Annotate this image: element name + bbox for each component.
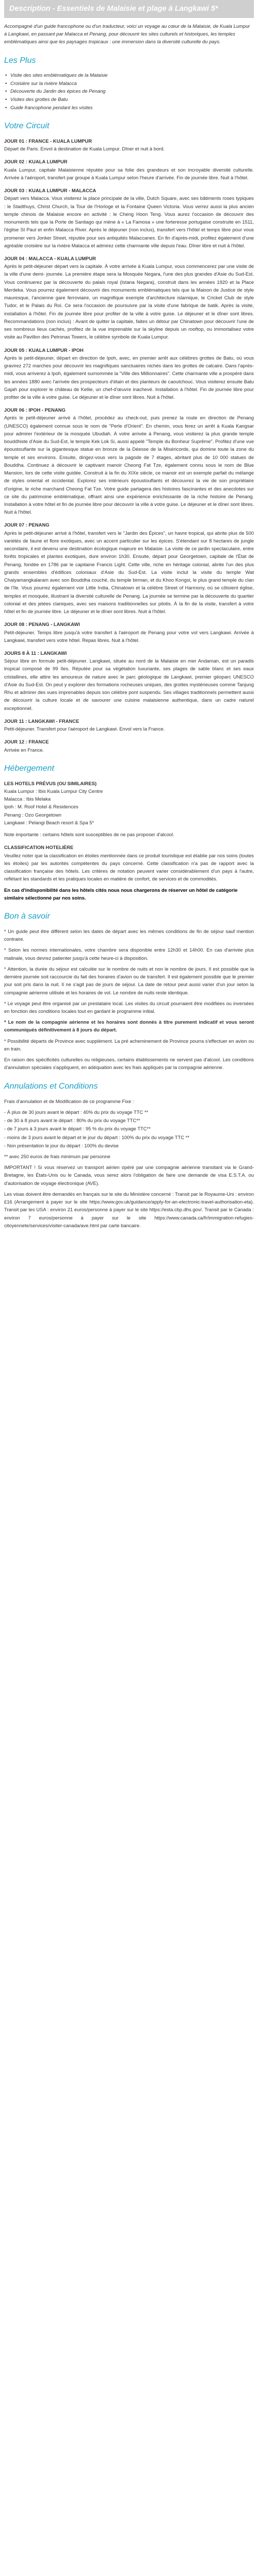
day-title: JOURS 8 À 11 : LANGKAWI: [4, 650, 67, 656]
day-body: Après le petit-déjeuner arrivé à l'hôtel, transfert vers le "Jardin des Épices", un havre tropical, qui abrite plus de 500 variétés de faune et flore exotiques, avec un accent particulier sur les épices. S'étendant sur 8 hectares de jungle secondaire, il est devenu une destination écologique majeure en Malaisie. La visite de ce jardin spectaculaire, entre forêts tropicales et plantes exotiques, dure environ 1h30. Ensuite, départ pour Georgetown, capitale de l'État de Penang, fondée en 1786 par le capitaine Francis Light. Cette ville, riche en héritage colonial, abrite l'un des plus grands ensembles d'édifices coloniaux d'Asie du Sud-Est. La visite inclut la visite du temple Wat Chaiyamangkalaram avec son Bouddha couché, du temple birman, et du Khoo Kongsi, le plus grand temple du clan de l'île. Vous pourrez également voir Little India, Chinatown et la célèbre Street of Harmony, où se côtoient église, temples et mosquée, illustrant la diversité culturelle de Penang. La journée se termine par la découverte du quartier colonial et des jetées claniques, avec ses maisons traditionnelles sur pilotis. À la fin de la visite, transfert à votre hôtel et fin de journée libre. Le déjeuner et le dîner sont libres. Nuit à l'hôtel.: [4, 530, 254, 615]
cancel-list: [4, 1108, 254, 1149]
day-title: JOUR 06 : IPOH - PENANG: [4, 407, 66, 413]
list-item: * Possibilité départs de Province avec supplément. La pré acheminement de Province pourra s'effectuer en avion ou en train.: [4, 1038, 254, 1052]
annulation-section: [4, 1097, 254, 1230]
circuit-days: [4, 137, 254, 754]
day-title: JOUR 11 : LANGKAWI - FRANCE: [4, 718, 79, 724]
hotel-item: Ipoh : M. Roof Hotel & Residences: [4, 804, 78, 810]
bonsavoir-heading: Bon à savoir: [4, 912, 50, 921]
hotel-note: Note importante : certains hôtels sont susceptibles de ne pas proposer d'alcool.: [4, 832, 174, 838]
day-body: Kuala Lumpur, capitale Malaisienne réputée pour sa folie des grandeurs et son incroyable diversité culturelle. Arrivée à l'aéroport, transfert par groupe à Kuala Lumpur selon l'heure d'arrivée. Fin de journée libre. Nuit à l'hôtel.: [4, 166, 254, 180]
day-body: Après le petit-déjeuner départ vers la capitale. À votre arrivée à Kuala Lumpur, vous commencerez par une visite de la ville d'une demi- journée. La première étape sera la Mosquée Negara, l'une des plus grandes d'Asie du Sud-Est. Vous continuerez par la découverte du palais royal (Istana Negara), construit dans les années 1920 et la Place Merdeka. Vous pourrez également découvrir des monuments emblématiques tels que la Maison de Justice de style mauresque, l'ancienne gare ferroviaire, un magnifique exemple d'architecture islamique, le Cricket Club de style Tudor, et le Palais du Roi. Ce sera l'occasion de poursuivre par la visite d'une fabrique de batik. Après la visite, installation à l'hôtel. Fin de journée libre pour profiter de la ville à votre guise. Le déjeuner et le dîner sont libres. Recommandations (non inclus) : Avant de quitter la capitale, faites un détour par Chinatown pour découvrir l'une de ses nombreux lieux cachés, profitez de la vue imprenable sur la skyline depuis un rooftop, ou immortalisez votre visite au Pavillon des Petronas Towers, le célèbre symbole de Kuala Lumpur.: [4, 263, 254, 340]
day-block: [4, 255, 254, 341]
day-block: [4, 717, 254, 733]
classification-body: Veuillez noter que la classification en étoiles mentionnée dans ce produit touristique est établie par nos soins (toutes les étoiles) par les autorités compétentes du pays concerné. Cette classification n'a pas de rapport avec la classification française des hôtels. Les critères de notation peuvent varier considérablement d'un pays à l'autre, reflétant les standards et les pratiques locales en matière de confort, de services et de commodités.: [4, 852, 254, 882]
day-block: [4, 738, 254, 753]
day-title: JOUR 02 : KUALA LUMPUR: [4, 159, 68, 165]
plus-list: [4, 71, 254, 111]
day-body: Petit-déjeuner. Temps libre jusqu'à votre transfert à l'aéroport de Penang pour votre vol vers Langkawi. Arrivée à Langkawi, transfert vers votre hôtel. Repas libres. Nuit à l'hôtel.: [4, 629, 254, 643]
day-body: Petit-déjeuner. Transfert pour l'aéroport de Langkawi. Envol vers la France.: [4, 726, 165, 732]
annulation-heading: Annulations et Conditions: [4, 1081, 98, 1091]
list-item: • Visite des sites emblématiques de la Malaisie: [4, 71, 254, 79]
classification-notice: En cas d'indisponibilité dans les hôtels cités nous nous chargerons de réserver un hôtel de catégorie similaire sélectionné par nos soins.: [4, 887, 238, 901]
list-item: * Le voyage peut être organisé par un prestataire local. Les visites du circuit pourraient être modifiées ou inversées en fonction des conditions locales tout en gardant le programme initial.: [4, 1000, 254, 1014]
content: [0, 18, 258, 1229]
cancel-line: - de 7 jours à 3 jours avant le départ : 95 % du prix du voyage TTC**: [4, 1126, 151, 1132]
hotel-item: Malacca : Ibis Melaka: [4, 796, 51, 802]
day-block: [4, 406, 254, 516]
title-banner: [4, 0, 254, 18]
day-block: [4, 346, 254, 401]
annulation-intro: Frais d'annulation et de Modification de ce programme Fixe :: [4, 1098, 134, 1104]
hotel-item: Penang : Ozo Georgetown: [4, 811, 62, 818]
day-body: Séjour libre en formule petit-déjeuner. Langkawi, située au nord de la Malaisie en mer Andaman, est un paradis tropical composé de 99 îles. Réputée pour sa végétation luxuriante, ses plages de sable blanc et ses eaux cristallines, elle attire les amoureux de nature avec le parc géologique de Langkawi, premier géoparc UNESCO d'Asie du Sud-Est. On peut y explorer des formations rocheuses uniques, des grottes mystérieuses comme Tanjung Rhu et admirer des vues imprenables depuis son célèbre pont suspendu. Ses villages traditionnels permettent aussi de découvrir la culture locale et de savourer une cuisine malaisienne authentique, dans un cadre naturel exceptionnel.: [4, 658, 254, 711]
day-title: JOUR 08 : PENANG - LANGKAWI: [4, 621, 80, 628]
list-item: * Selon les normes internationales, votre chambre sera disponible entre 12h30 et 14h00. En cas d'arrivée plus matinale, vous devrez patienter jusqu'à cette heure-ci à disposition.: [4, 947, 254, 961]
day-body: Départ vers Malacca. Vous visiterez la place principale de la ville, Dutch Square, avec ses bâtiments roses typiques : le Stadthuys, Christ Church, la Tour de l'Horloge et la Fontaine Queen Victoria. Vous verrez aussi la plus ancien temple chinois de Malaisie encore en activité : le Cheng Hoon Teng. Vous aurez l'occasion de découvrir des monuments tels que la Porte de Santiago qui mène à « La Famosa » une forteresse portugaise construite en 1511, l'église St Paul et enfin Malacca River. Après le déjeuner (non inclus), transfert vers l'hôtel et temps libre pour vous promener vers Jonker Street, réputée pour ses antiquités Malaccanes. En fin d'après-midi, profitez également d'une agréable croisière sur la rivière Malacca et admirez cette charmante ville depuis l'eau. Dîner libre et nuit à l'hôtel.: [4, 195, 254, 248]
cancel-line: - moins de 3 jours avant le départ et le jour du départ : 100% du prix du voyage TTC **: [4, 1134, 189, 1140]
day-block: [4, 158, 254, 181]
hotel-item: Langkawi : Pelangi Beach resort & Spa 5*: [4, 819, 94, 825]
day-block: [4, 620, 254, 644]
list-item: • Découverte du Jardin des épices de Penang: [4, 87, 254, 95]
day-title: JOUR 01 : FRANCE - KUALA LUMPUR: [4, 138, 92, 144]
hotel-item: Kuala Lumpur : Ibis Kuala Lumpur City Centre: [4, 788, 103, 794]
intro-text: Accompagné d'un guide francophone ou d'un traducteur, voici un voyage au cœur de la Malaisie, de Kuala Lumpur à Langkawi, en passant par Malacca et Penang, pour découvrir les sites culturels et historiques, les temples emblématiques ainsi que les paysages tropicaux : une immersion dans la diversité culturelle du pays.: [4, 23, 250, 45]
classification-title: CLASSIFICATION HOTELIÈRE: [4, 844, 74, 851]
day-block: [4, 649, 254, 712]
list-item: • Guide francophone pendant les visites: [4, 104, 254, 112]
day-title: JOUR 07 : PENANG: [4, 522, 50, 528]
list-item: * Attention, la durée du séjour est calculée sur le nombre de nuits et non le nombre de jours. Il est possible que la dernière journée soit raccourcie du fait des horaires d'avion ou de transfert. Il est également possible que le premier jour soit pris dans la nuit. Il ne s'agit pas de jours de séjour. La date de retour peut aussi varier d'un jour selon la compagnie aérienne utilisée et les horaires de vol. Le nombre de nuits reste identique.: [4, 965, 254, 995]
circuit-heading: Votre Circuit: [4, 122, 50, 131]
day-title: JOUR 12 : FRANCE: [4, 739, 49, 745]
important-notice: IMPORTANT ! Si vous réservez un transport aérien opéré par une compagnie aérienne transitant via le Grand-Bretagne, les États-Unis ou le Canada, vous serez alors l'obligation de faire une demande de visa E.S.T.A. ou d'autorisation de voyage électronique (AVE).: [4, 1164, 254, 1186]
hotels-title: LES HOTELS PRÉVUS (OU SIMILAIRES): [4, 780, 97, 786]
visa-details: Les visas doivent être demandés en français sur le site du Ministère concerné : Transit par le Royaume-Uni : environ £16 (Arrangement à payer sur le site https://www.gov.uk/guidance/apply-for-an-electronic-travel-authorisation-eta). Transit par les USA : environ 21 euros/personne à payer sur le site https://esta.cbp.dhs.gov/. Transit par le Canada : environ 7 euros/personne à payer sur le site https://www.canada.ca/fr/immigration-refugies-citoyennete/services/visiter-canada/ave.html par carte bancaire.: [4, 1191, 254, 1228]
list-item: En raison des spécificités culturelles ou religieuses, certains établissements ne servent pas d'alcool. Les conditions d'annulation spéciales s'appliquent, en adéquation avec les frais appliqués par la compagnie aérienne.: [4, 1057, 254, 1071]
bonsavoir-list: [4, 927, 254, 1072]
plus-heading: Les Plus: [4, 56, 36, 65]
list-item: * Le nom de la compagnie aérienne et les horaires sont donnés à titre purement indicatif et vous seront communiqués définitivement à 8 jours du départ.: [4, 1019, 254, 1033]
day-block: [4, 137, 254, 152]
hebergement-section: [4, 779, 254, 902]
day-title: JOUR 04 : MALACCA - KUALA LUMPUR: [4, 255, 96, 261]
day-block: [4, 521, 254, 615]
day-body: Arrivée en France.: [4, 747, 44, 753]
list-item: * Un guide peut être différent selon les dates de départ avec les mêmes conditions de fin de séjour sauf mention contraire.: [4, 928, 254, 942]
hebergement-heading: Hébergement: [4, 764, 54, 773]
day-block: [4, 187, 254, 249]
fee-note: ** avec 250 euros de frais minimum par personne: [4, 1153, 110, 1159]
day-body: Après le petit-déjeuner, départ en direction de Ipoh, avec, en premier arrêt aux célèbres grottes de Batu, où vous gravirez 272 marches pour découvrir les magnifiques sanctuaires nichés dans les grottes de calcaire. Dans l'après-midi, vous arriverez à Ipoh, également surnommée la "Ville des Millionnaires". Cette charmante ville a prospéré dans les années 1880 avec l'arrivée des prospecteurs d'étain et des planteurs de caoutchouc. Vous visiterez ensuite Batu Gajah pour explorer le château de Kellie, un chef-d'œuvre inachevé. Installation à l'hôtel. Fin de journée libre pour profiter de la ville à votre guise. Le déjeuner et le dîner sont libres. Nuit à l'hôtel.: [4, 354, 254, 400]
cancel-line: - À plus de 30 jours avant le départ : 40% du prix du voyage TTC **: [4, 1109, 149, 1115]
day-body: Départ de Paris. Envol à destination de Kuala Lumpur. Dîner et nuit à bord.: [4, 146, 165, 152]
cancel-line: - Non présentation le jour du départ : 100% du devise: [4, 1142, 119, 1148]
list-item: • Visites des grottes de Batu: [4, 95, 254, 104]
cancel-line: - de 30 à 8 jours avant le départ : 80% du prix du voyage TTC**: [4, 1117, 140, 1124]
day-title: JOUR 03 : KUALA LUMPUR - MALACCA: [4, 188, 96, 194]
day-body: Après le petit-déjeuner arrivé à l'hôtel, procédez au check-out, puis prenez la route en direction de Penang (UNESCO) également connue sous le nom de "Perle d'Orient". En chemin, vous ferez un arrêt à Kuala Kangsar pour admirer l'extérieur de la mosquée Ubudiah. À votre arrivée à Penang, vous visiterez la plus grande temple bouddhiste d'Asie du Sud-Est, le temple Kek Lok Si, aussi appelé "Temple du Bonheur Suprême". Profitez d'une vue époustouflante sur la gigantesque statue en bronze de la Déesse de la Miséricorde, qui domine toute la zone du temple et ses environs. Ensuite, dirigez-vous vers la pagode de 7 étages, abritant plus de 10 000 statues de Bouddha. Continuez à découvrir le captivant manoir Cheong Fat Tze, également connu sous le nom de Blue Mansion, lors de cette visite guidée. Construit à la fin du XIXe siècle, ce manoir est un exemple parfait du mélange de styles oriental et occidental. Explorez ses intérieurs époustouflants et découvrez la vie de son propriétaire d'origine, le riche marchand Cheong Fat Tze. Votre guide partagera des histoires fascinantes et des anecdotes sur ce site du patrimoine emblématique, offrant ainsi une expérience enrichissante de la riche histoire de Penang. Installation à votre hôtel et fin de journée libre pour découvrir la ville à votre guise. Le déjeuner et le dîner sont libres. Nuit à l'hôtel.: [4, 415, 254, 515]
day-title: JOUR 05 : KUALA LUMPUR - IPOH: [4, 347, 84, 353]
page-title: Description - Essentiels de Malaisie et plage à Langkawi 5*: [9, 5, 218, 13]
list-item: • Croisière sur la rivière Malacca: [4, 79, 254, 88]
